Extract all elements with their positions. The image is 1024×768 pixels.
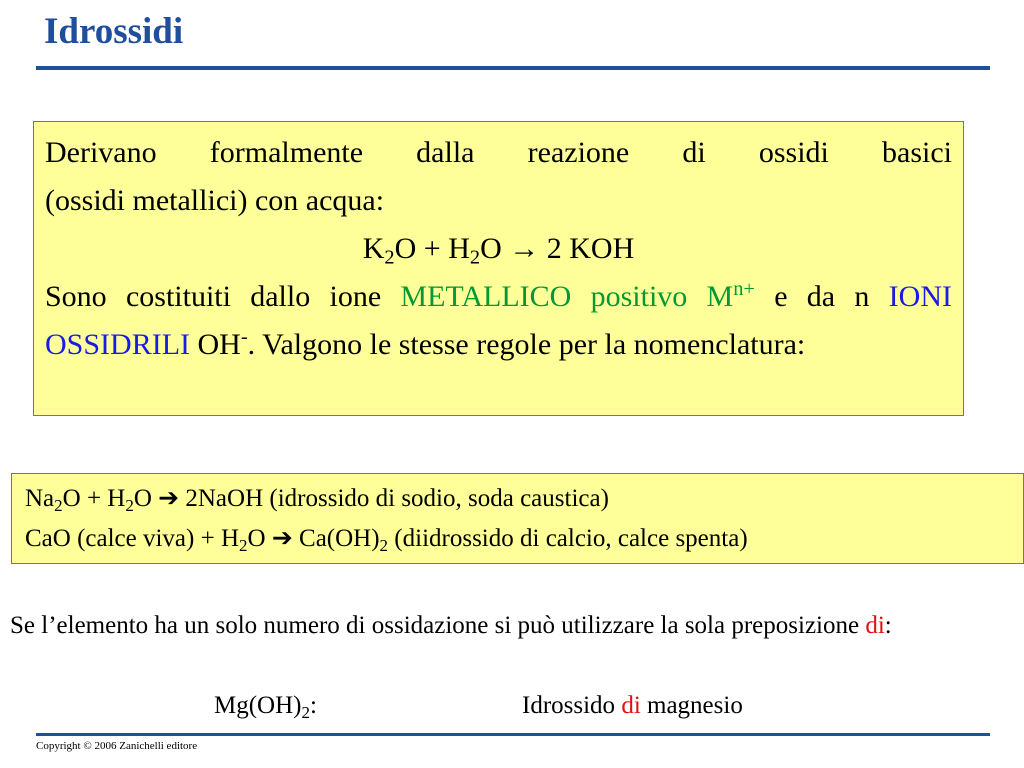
mg-formula-sub: 2 <box>301 702 310 722</box>
caoh-sub-2: 2 <box>379 535 389 555</box>
mg-formula-colon: : <box>310 692 317 719</box>
caoh-sub-1: 2 <box>239 535 248 555</box>
slide-title: Idrossidi <box>44 11 184 52</box>
hydroxide-charge-superscript: - <box>240 325 248 348</box>
note-text-a: Se l’elemento ha un solo numero di ossidazione si può utilizzare la sola preposizione <box>10 612 866 639</box>
naoh-reaction <box>25 479 1023 519</box>
mg-formula-text: Mg(OH) <box>214 692 302 719</box>
eq-h-subscript: 2 <box>469 246 481 269</box>
naoh-sub-2: 2 <box>125 495 134 515</box>
naoh-text-a: Na <box>25 485 55 512</box>
metal-charge-superscript: n+ <box>733 277 755 300</box>
copyright-footer: Copyright © 2006 Zanichelli editore <box>36 740 198 752</box>
eq-k-subscript: 2 <box>384 246 395 269</box>
naoh-text-c: O ➔ 2NaOH (idrossido di sodio, soda caustica) <box>133 485 609 512</box>
mg-name-a: Idrossido <box>522 692 622 719</box>
metallico-highlight: METALLICO positivo M <box>400 280 734 313</box>
composition-text-c: OH <box>190 328 241 361</box>
caoh-reaction <box>25 519 1023 559</box>
ioni-ossidrili-highlight: IONI OSSIDRILI <box>45 280 952 361</box>
definition-box <box>33 121 964 416</box>
naoh-text-b: O + H <box>62 485 126 512</box>
title-divider <box>36 66 990 70</box>
note-text-b: : <box>884 612 892 639</box>
caoh-text-a: CaO (calce viva) + H <box>25 525 240 552</box>
composition-text-a: Sono costituiti dallo ione <box>45 280 401 313</box>
mg-name <box>522 686 743 726</box>
footer-divider <box>36 733 990 736</box>
mg-formula <box>214 686 317 726</box>
composition-text-d: . Valgono le stesse regole per la nomenclatura: <box>247 328 806 361</box>
di-highlight: di <box>865 612 885 639</box>
k2o-equation <box>45 225 952 273</box>
definition-line-2: (ossidi metallici) con acqua: <box>45 184 385 217</box>
caoh-text-b: O ➔ Ca(OH) <box>247 525 380 552</box>
naoh-sub-1: 2 <box>54 495 63 515</box>
eq-mid: O + H <box>394 232 470 265</box>
examples-box <box>11 473 1024 564</box>
caoh-text-c: (diidrossido di calcio, calce spenta) <box>388 525 748 552</box>
nomenclature-note <box>10 606 940 646</box>
mg-name-b: magnesio <box>640 692 743 719</box>
mg-name-di: di <box>621 692 641 719</box>
nomenclature-text <box>10 606 940 646</box>
composition-paragraph <box>45 273 952 369</box>
composition-text-b: e da n <box>754 280 889 313</box>
eq-k: K <box>362 232 385 265</box>
definition-line-1: Derivano formalmente dalla reazione di ossidi basici <box>45 136 952 169</box>
eq-end: O → 2 KOH <box>480 232 635 265</box>
